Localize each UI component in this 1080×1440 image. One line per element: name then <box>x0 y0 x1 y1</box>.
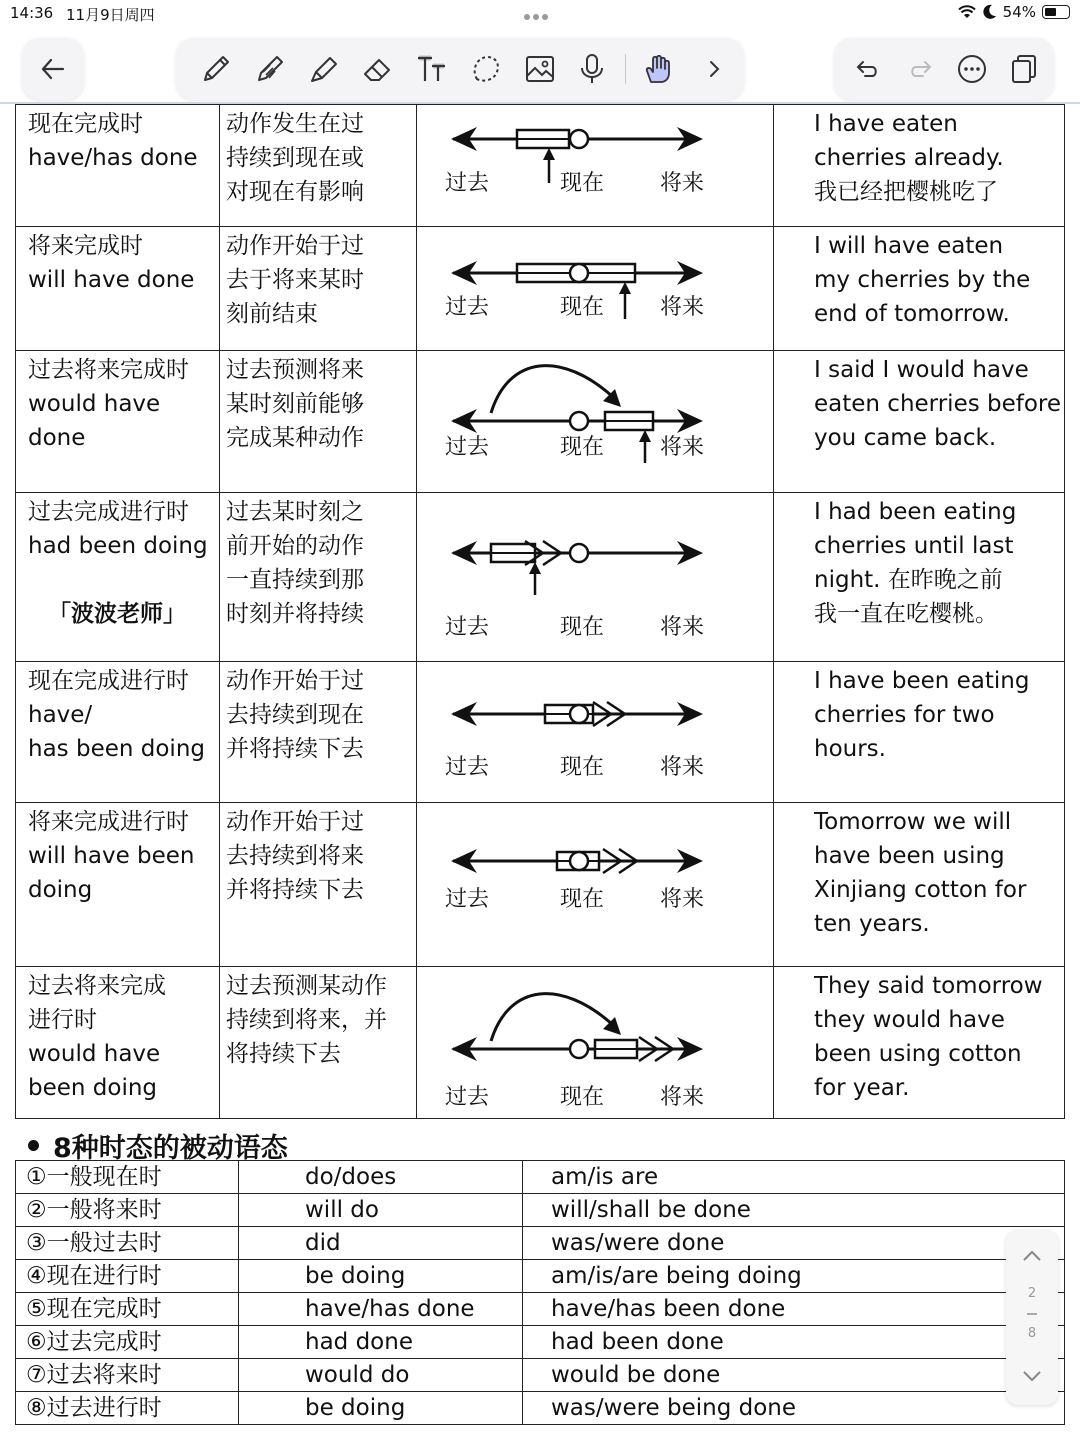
tense-example-line: eaten cherries before <box>814 391 1062 417</box>
tense-name-line: 现在完成时 <box>28 111 143 137</box>
axis-label-present: 现在 <box>560 171 605 196</box>
passive-passive-form-cell: have/has been done <box>523 1293 1065 1326</box>
toolbar-divider <box>625 54 626 84</box>
tense-desc-line: 并将持续下去 <box>226 736 364 762</box>
tense-desc-line: 动作开始于过 <box>226 233 364 259</box>
tense-example-cell <box>774 803 1065 967</box>
more-icon <box>956 53 988 85</box>
axis-label-present: 现在 <box>560 1085 605 1110</box>
chevron-up-icon[interactable] <box>1021 1248 1043 1264</box>
tense-desc-line: 完成某种动作 <box>226 425 364 451</box>
passive-section-title: 8种时态的被动语态 <box>28 1126 288 1165</box>
passive-row <box>16 1359 1065 1392</box>
multitasking-dots-icon[interactable] <box>524 6 556 16</box>
axis-label-present: 现在 <box>560 887 605 912</box>
eraser-tool[interactable] <box>360 51 396 87</box>
tense-example-cell <box>774 351 1065 493</box>
tense-desc-line: 并将持续下去 <box>226 877 364 903</box>
tense-example-cell <box>774 227 1065 351</box>
tense-name-line: have/ <box>28 702 93 728</box>
highlighter-icon <box>307 52 341 86</box>
lasso-icon <box>469 52 503 86</box>
passive-active-form-cell: would do <box>239 1359 523 1392</box>
axis-label-future: 将来 <box>660 755 705 780</box>
tense-desc-line: 动作发生在过 <box>226 111 364 137</box>
tense-name-line: 进行时 <box>28 1007 97 1033</box>
passive-active-form-cell: do/does <box>239 1161 523 1194</box>
lasso-tool[interactable] <box>468 51 504 87</box>
axis-label-future: 将来 <box>660 615 705 640</box>
tense-example-line: 我已经把樱桃吃了 <box>814 179 998 205</box>
chevron-right-icon <box>704 57 724 81</box>
tense-name-line: had been doing <box>28 533 208 559</box>
tense-example-line: been using cotton <box>814 1041 1022 1067</box>
tense-example-line: night. 在昨晚之前 <box>814 567 1003 593</box>
axis-label-present: 现在 <box>560 435 605 460</box>
tense-desc-line: 刻前结束 <box>226 301 318 327</box>
passive-tense-cell: ⑦过去将来时 <box>16 1359 239 1392</box>
tense-example-line: Tomorrow we will <box>814 809 1012 835</box>
passive-row <box>16 1326 1065 1359</box>
tense-example-line: my cherries by the <box>814 267 1031 293</box>
axis-label-past: 过去 <box>445 435 490 460</box>
tense-name-line: doing <box>28 877 93 903</box>
tense-diagram-cell <box>417 227 774 351</box>
pen-tool[interactable] <box>252 51 288 87</box>
tense-name-line: 过去完成进行时 <box>28 499 189 525</box>
toolbar-more-button[interactable] <box>696 51 732 87</box>
tense-name-line: would have <box>28 1041 161 1067</box>
text-tool[interactable] <box>414 51 450 87</box>
axis-label-past: 过去 <box>445 615 490 640</box>
passive-passive-form-cell: would be done <box>523 1359 1065 1392</box>
pages-button[interactable] <box>1006 51 1042 87</box>
passive-table <box>15 1160 1065 1425</box>
tense-desc-line: 过去预测某动作 <box>226 973 387 999</box>
tense-desc-line: 去于将来某时 <box>226 267 364 293</box>
axis-label-past: 过去 <box>445 171 490 196</box>
tense-example-line: you came back. <box>814 425 997 451</box>
tense-name-line: 现在完成进行时 <box>28 668 189 694</box>
tense-desc-line: 时刻并将持续 <box>226 601 364 627</box>
tense-table <box>15 104 1065 1119</box>
redo-button[interactable] <box>902 51 938 87</box>
eraser-icon <box>361 52 395 86</box>
tense-desc-line: 过去某时刻之 <box>226 499 364 525</box>
tense-desc-line: 某时刻前能够 <box>226 391 364 417</box>
tense-name-line: 将来完成进行时 <box>28 809 189 835</box>
axis-label-present: 现在 <box>560 755 605 780</box>
document-toolbar <box>834 38 1054 100</box>
note-page[interactable] <box>0 104 1080 1440</box>
tense-diagram-cell <box>417 105 774 227</box>
axis-label-future: 将来 <box>660 435 705 460</box>
tense-desc-cell <box>220 967 417 1119</box>
bullet-icon <box>28 1140 39 1151</box>
tense-diagram-cell <box>417 803 774 967</box>
tense-desc-cell <box>220 662 417 803</box>
battery-icon <box>1042 5 1070 19</box>
tense-desc-line: 一直持续到那 <box>226 567 364 593</box>
passive-tense-cell: ①一般现在时 <box>16 1161 239 1194</box>
passive-passive-form-cell: will/shall be done <box>523 1194 1065 1227</box>
tense-example-line: for year. <box>814 1075 910 1101</box>
tense-example-line: cherries already. <box>814 145 1004 171</box>
passive-passive-form-cell: am/is are <box>523 1161 1065 1194</box>
status-time: 14:36 <box>10 4 54 22</box>
pencil-icon <box>199 52 233 86</box>
tense-name-cell <box>16 803 220 967</box>
tense-desc-cell <box>220 227 417 351</box>
tense-desc-cell <box>220 493 417 662</box>
pencil-tool[interactable] <box>198 51 234 87</box>
hand-icon <box>642 52 676 86</box>
back-button[interactable] <box>22 38 84 100</box>
tense-example-line: I had been eating <box>814 499 1017 525</box>
timeline-diagram <box>417 227 774 351</box>
tense-diagram-cell <box>417 662 774 803</box>
tense-desc-cell <box>220 105 417 227</box>
tense-name-line: been doing <box>28 1075 158 1101</box>
passive-tense-cell: ②一般将来时 <box>16 1194 239 1227</box>
tense-example-cell <box>774 493 1065 662</box>
tense-name-cell <box>16 493 220 662</box>
tense-diagram-cell <box>417 493 774 662</box>
redo-icon <box>905 54 935 84</box>
axis-label-past: 过去 <box>445 1085 490 1110</box>
back-arrow-icon <box>39 56 67 82</box>
tense-example-line: cherries for two <box>814 702 995 728</box>
image-icon <box>523 52 557 86</box>
passive-tense-cell: ③一般过去时 <box>16 1227 239 1260</box>
tense-example-line: hours. <box>814 736 886 762</box>
axis-label-future: 将来 <box>660 1085 705 1110</box>
tense-example-line: I have been eating <box>814 668 1030 694</box>
tense-name-line: would have done <box>28 391 161 451</box>
page-number-divider <box>1027 1313 1037 1315</box>
drawing-toolbar <box>176 38 744 100</box>
passive-active-form-cell: did <box>239 1227 523 1260</box>
tense-example-cell <box>774 105 1065 227</box>
tense-name-line: 「波波老师」 <box>48 601 186 627</box>
tense-name-line: has been doing <box>28 736 205 762</box>
timeline-diagram <box>417 105 774 227</box>
hand-tool[interactable] <box>641 51 677 87</box>
passive-active-form-cell: have/has done <box>239 1293 523 1326</box>
tense-example-line: Xinjiang cotton for <box>814 877 1027 903</box>
tense-row <box>16 105 1065 227</box>
tense-row <box>16 662 1065 803</box>
passive-row <box>16 1392 1065 1425</box>
tense-example-line: 我一直在吃樱桃。 <box>814 601 998 627</box>
chevron-down-icon[interactable] <box>1021 1368 1043 1384</box>
tense-name-cell <box>16 662 220 803</box>
undo-button[interactable] <box>850 51 886 87</box>
tense-example-line: I have eaten <box>814 111 958 137</box>
tense-example-line: ten years. <box>814 911 930 937</box>
passive-tense-cell: ⑧过去进行时 <box>16 1392 239 1425</box>
tense-name-line: will have been <box>28 843 195 869</box>
pen-icon <box>253 52 287 86</box>
passive-row <box>16 1194 1065 1227</box>
text-icon <box>415 52 449 86</box>
axis-label-future: 将来 <box>660 171 705 196</box>
tense-diagram-cell <box>417 351 774 493</box>
status-date: 11月9日周四 <box>66 6 155 24</box>
passive-row <box>16 1227 1065 1260</box>
current-page-number: 2 <box>1027 1286 1037 1301</box>
passive-row <box>16 1260 1065 1293</box>
pages-icon <box>1009 53 1039 85</box>
passive-passive-form-cell: was/were done <box>523 1227 1065 1260</box>
axis-label-present: 现在 <box>560 615 605 640</box>
tense-example-line: cherries until last <box>814 533 1014 559</box>
tense-desc-line: 对现在有影响 <box>226 179 364 205</box>
microphone-icon <box>575 52 609 86</box>
tense-name-cell <box>16 351 220 493</box>
tense-desc-line: 去持续到将来 <box>226 843 364 869</box>
tense-desc-line: 动作开始于过 <box>226 809 364 835</box>
passive-active-form-cell: be doing <box>239 1392 523 1425</box>
tense-desc-cell <box>220 351 417 493</box>
tense-example-line: I will have eaten <box>814 233 1004 259</box>
passive-tense-cell: ⑥过去完成时 <box>16 1326 239 1359</box>
tense-name-line: will have done <box>28 267 195 293</box>
timeline-diagram <box>417 351 774 493</box>
tense-desc-line: 过去预测将来 <box>226 357 364 383</box>
page-scroller[interactable] <box>1006 1230 1058 1405</box>
passive-row <box>16 1293 1065 1326</box>
tense-row <box>16 967 1065 1119</box>
undo-icon <box>853 54 883 84</box>
moon-icon <box>983 4 997 20</box>
tense-desc-line: 持续到现在或 <box>226 145 364 171</box>
tense-example-line: have been using <box>814 843 1005 869</box>
axis-label-present: 现在 <box>560 295 605 320</box>
tense-name-cell <box>16 227 220 351</box>
tense-row <box>16 351 1065 493</box>
tense-example-cell <box>774 967 1065 1119</box>
tense-example-line: I said I would have <box>814 357 1029 383</box>
tense-example-line: end of tomorrow. <box>814 301 1010 327</box>
more-button[interactable] <box>954 51 990 87</box>
tense-row <box>16 493 1065 662</box>
tense-desc-line: 将持续下去 <box>226 1041 341 1067</box>
tense-desc-line: 动作开始于过 <box>226 668 364 694</box>
passive-tense-cell: ④现在进行时 <box>16 1260 239 1293</box>
passive-active-form-cell: had done <box>239 1326 523 1359</box>
tense-desc-line: 前开始的动作 <box>226 533 364 559</box>
tense-desc-cell <box>220 803 417 967</box>
tense-name-line: have/has done <box>28 145 198 171</box>
tense-row <box>16 803 1065 967</box>
tense-name-line: 将来完成时 <box>28 233 143 259</box>
wifi-icon <box>957 4 977 20</box>
microphone-tool[interactable] <box>574 51 610 87</box>
axis-label-past: 过去 <box>445 755 490 780</box>
axis-label-past: 过去 <box>445 295 490 320</box>
axis-label-future: 将来 <box>660 887 705 912</box>
passive-active-form-cell: will do <box>239 1194 523 1227</box>
tense-example-line: They said tomorrow <box>814 973 1043 999</box>
passive-passive-form-cell: was/were being done <box>523 1392 1065 1425</box>
passive-passive-form-cell: am/is/are being doing <box>523 1260 1065 1293</box>
total-page-number: 8 <box>1027 1326 1037 1341</box>
status-bar <box>0 0 1080 28</box>
tense-example-cell <box>774 662 1065 803</box>
axis-label-past: 过去 <box>445 887 490 912</box>
tense-name-cell <box>16 967 220 1119</box>
passive-tense-cell: ⑤现在完成时 <box>16 1293 239 1326</box>
tense-desc-line: 去持续到现在 <box>226 702 364 728</box>
highlighter-tool[interactable] <box>306 51 342 87</box>
status-right <box>957 3 1070 21</box>
passive-passive-form-cell: had been done <box>523 1326 1065 1359</box>
image-tool[interactable] <box>522 51 558 87</box>
tense-name-line <box>28 563 219 597</box>
axis-label-future: 将来 <box>660 295 705 320</box>
battery-percent: 54% <box>1002 3 1036 21</box>
tense-example-line: they would have <box>814 1007 1005 1033</box>
tense-row <box>16 227 1065 351</box>
tense-name-line: 过去将来完成时 <box>28 357 189 383</box>
passive-row <box>16 1161 1065 1194</box>
tense-name-cell <box>16 105 220 227</box>
tense-desc-line: 持续到将来，并 <box>226 1007 387 1033</box>
tense-name-line: 过去将来完成 <box>28 973 166 999</box>
passive-active-form-cell: be doing <box>239 1260 523 1293</box>
tense-diagram-cell <box>417 967 774 1119</box>
